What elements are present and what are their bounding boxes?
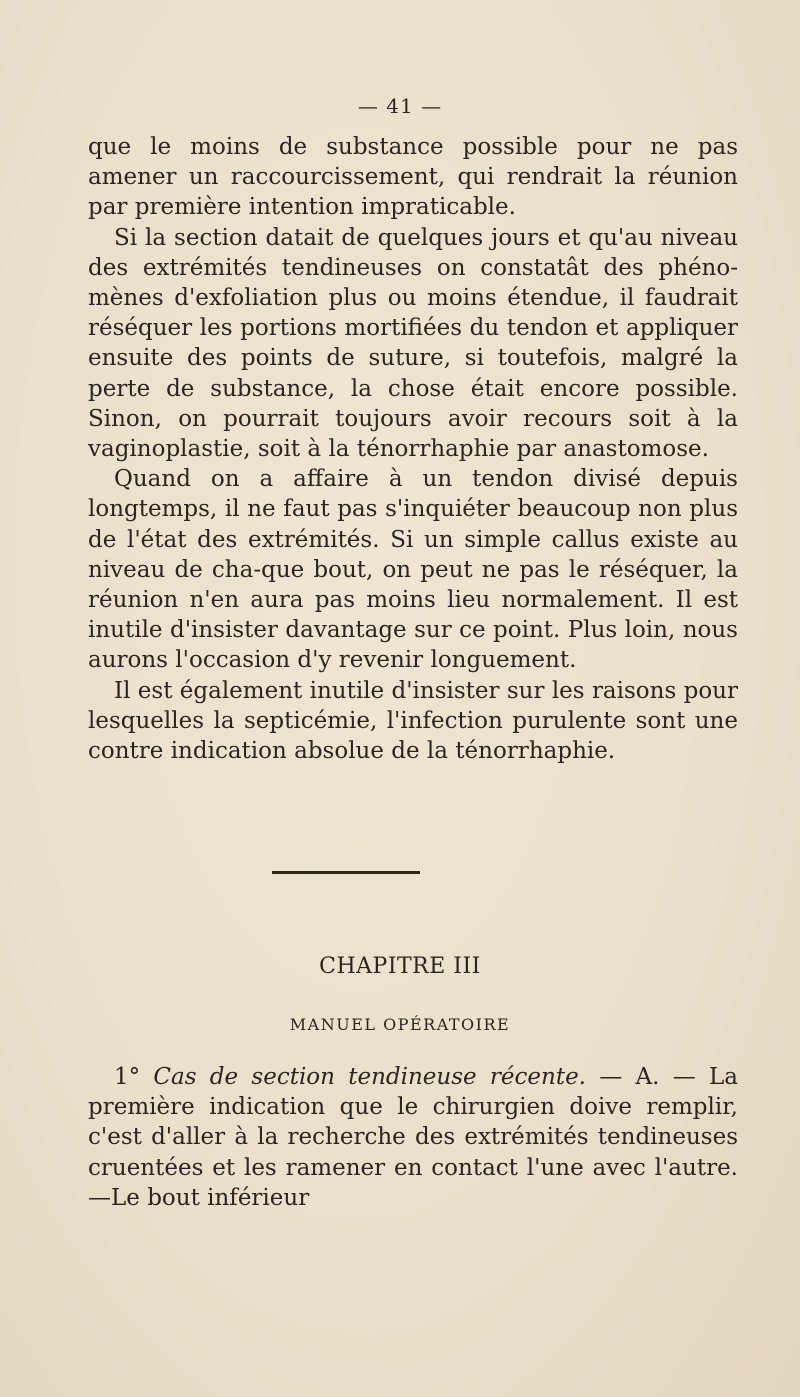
paragraph-contraindication: Il est également inutile d'insister sur les raisons pour lesquelles la septicémie, l'infection purulente sont une contre indication absolue de la ténorrhaphie. [88,677,738,765]
section-text: — A. — La première indication que le chirurgien doive remplir, c'est d'aller à la recherche des extrémités tendineuses cruentées et les ramener en contact l'une avec l'autre.—Le bout inférieur [88,1064,739,1211]
paragraph-recent-section [88,1062,738,1213]
paragraph-old-tendon: Quand on a affaire à un tendon divisé depuis longtemps, il ne faut pas s'inquiéter beaucoup non plus de l'état des extrémités. Si un simple callus existe au niveau de cha-que bout, on peut ne pas le réséquer, la réunion n'en aura pas moins lieu normalement. Il est inutile d'insister davantage sur ce point. Plus loin, nous aurons l'occasion d'y revenir longuement. [88,466,738,674]
section-heading: Cas de section tendineuse récente. [153,1064,586,1090]
section-number: 1° [114,1064,141,1090]
body-text-bottom [88,1062,738,1213]
paragraph-continuation: que le moins de substance possible pour ne pas amener un raccourcissement, qui rendrait la réunion par première intention impraticable. [88,134,738,221]
paragraph-section-date: Si la section datait de quelques jours et qu'au niveau des extrémités tendineuses on constatât des phéno-mènes d'exfoliation plus ou moins étendue, il faudrait réséquer les portions mortifiées du tendon et appliquer ensuite des points de suture, si toutefois, malgré la perte de substance, la chose était encore possible. Sinon, on pourrait toujours avoir recours soit à la vaginoplastie, soit à la ténorrhaphie par anastomose. [88,224,738,463]
chapter-subtitle: MANUEL OPÉRATOIRE [289,1015,511,1034]
body-text-top [88,132,738,766]
section-divider [272,871,420,874]
chapter-title: CHAPITRE III [319,954,481,979]
page-number: — 41 — [357,94,443,118]
